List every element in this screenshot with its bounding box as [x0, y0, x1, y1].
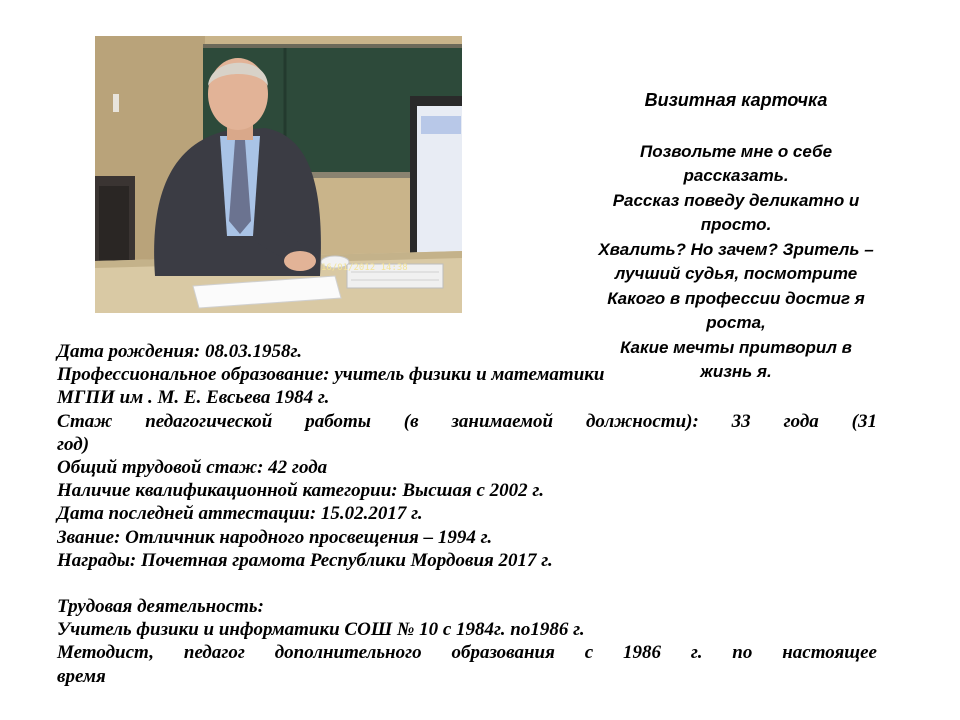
total-experience: Общий трудовой стаж: 42 года — [57, 457, 328, 479]
spacer — [57, 572, 877, 595]
card-line: жизнь я. — [700, 362, 772, 381]
work-heading: Трудовая деятельность: — [57, 596, 264, 618]
last-attestation: Дата последней аттестации: 15.02.2017 г. — [57, 503, 423, 525]
card-title: Визитная карточка — [644, 90, 828, 110]
card-line: Хвалить? Но зачем? Зритель – — [598, 239, 874, 259]
card-line: рассказать. — [683, 166, 789, 185]
honorary-title: Звание: Отличник народного просвещения – 1994 г. — [57, 526, 493, 548]
university: МГПИ им . М. Е. Евсьева 1984 г. — [57, 387, 330, 409]
work-item-cont: время — [57, 665, 106, 687]
work-item: Учитель физики и информатики СОШ № 10 с 1984г. по1986 г. — [57, 619, 585, 641]
card-line: Какого в профессии достиг я — [607, 288, 865, 308]
teacher-photo — [95, 36, 462, 313]
card-line: лучший судья, посмотрите — [614, 264, 858, 283]
education: Профессиональное образование: учитель физики и математики — [57, 364, 605, 386]
teaching-experience-cont: год) — [57, 433, 90, 455]
card-line: роста, — [706, 313, 766, 332]
teacher-photo-illustration — [95, 36, 462, 313]
work-item: Методист, педагог дополнительного образования с 1986 г. по настоящее — [57, 642, 877, 664]
teaching-experience: Стаж педагогической работы (в занимаемой должности): 33 года (31 — [57, 410, 877, 432]
card-line: просто. — [700, 215, 772, 234]
birth-date: Дата рождения: 08.03.1958г. — [57, 341, 302, 362]
photo-timestamp: 16/01/2012 14:38 — [321, 263, 408, 273]
card-line: Какие мечты притворил в — [620, 337, 852, 357]
card-line: Рассказ поведу деликатно и — [612, 190, 860, 210]
card-line: Позвольте мне о себе — [639, 141, 833, 161]
qualification-category: Наличие квалификационной категории: Высшая с 2002 г. — [57, 480, 544, 502]
biography — [57, 340, 877, 688]
awards: Награды: Почетная грамота Республики Мордовия 2017 г. — [57, 549, 553, 571]
